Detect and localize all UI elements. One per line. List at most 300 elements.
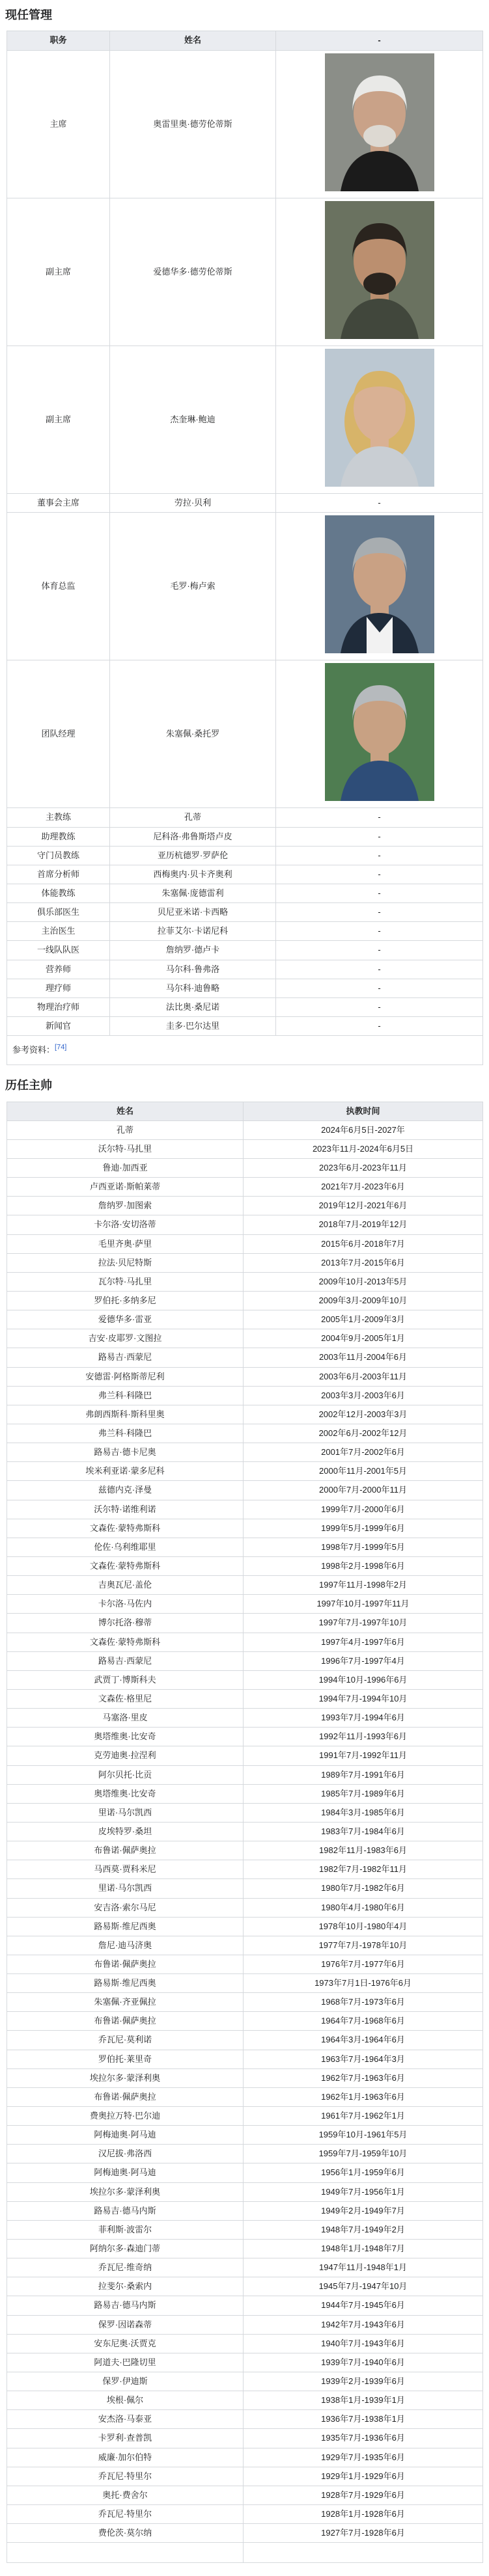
coach-row [7,1974,483,1993]
name-cell: 詹纳罗·德卢卡 [110,941,276,960]
coach-row [7,1689,483,1708]
coach-period-cell: 1929年1月-1929年6月 [244,2467,483,2486]
coach-name-cell: 安德雷·阿格斯蒂尼利 [7,1367,244,1386]
role-cell: 一线队队医 [7,941,110,960]
name-cell: 奥雷里奥·德劳伦蒂斯 [110,50,276,198]
coach-name-cell: 武贾丁·博斯科夫 [7,1670,244,1689]
coach-period-cell: 1983年7月-1984年6月 [244,1822,483,1841]
photo-cell [276,513,483,660]
coach-period-cell: 1997年10月-1997年11月 [244,1595,483,1614]
portrait-photo[interactable] [325,515,434,653]
role-cell: 俱乐部医生 [7,903,110,922]
coach-period-cell: 1963年7月-1964年3月 [244,2050,483,2068]
role-cell: 主席 [7,50,110,198]
coach-row [7,1917,483,1936]
photo-cell: - [276,1016,483,1035]
coach-name-cell: 布鲁诺·佩萨奥拉 [7,2087,244,2106]
coach-name-cell: 乔瓦尼·特里尔 [7,2505,244,2524]
coach-row [7,2107,483,2126]
coach-period-cell: 1964年3月-1964年6月 [244,2031,483,2050]
coach-period-cell: 1973年7月1日-1976年6月 [244,1974,483,1993]
coach-name-cell: 奥托·费舍尔 [7,2486,244,2504]
coach-row [7,2163,483,2182]
coach-row [7,2486,483,2504]
portrait-photo[interactable] [325,201,434,339]
management-row [7,808,483,827]
coach-name-cell: 拉斐尔·桑索内 [7,2277,244,2296]
coach-period-cell: 1997年7月-1997年10月 [244,1614,483,1633]
coach-period-cell: 1991年7月-1992年11月 [244,1746,483,1765]
coach-period-cell: 1962年7月-1963年6月 [244,2068,483,2087]
name-cell: 杰奎琳·鲍迪 [110,346,276,493]
coach-row [7,2334,483,2353]
coach-name-cell: 路易斯·维尼西奥 [7,1974,244,1993]
coach-period-cell: 1948年1月-1948年7月 [244,2240,483,2258]
coach-row [7,1728,483,1746]
coach-name-cell: 博尔托洛·穆蒂 [7,1614,244,1633]
coach-period-cell: 1985年7月-1989年6月 [244,1784,483,1803]
coach-period-cell: 1944年7月-1945年6月 [244,2296,483,2315]
coach-period-cell: 2003年3月-2003年6月 [244,1386,483,1405]
coach-name-cell: 埃拉尔多·蒙泽利奥 [7,2068,244,2087]
coach-name-cell: 卡罗利·查普凯 [7,2429,244,2448]
coach-name-cell: 沃尔特·诺维利诺 [7,1500,244,1519]
coach-period-cell: 2021年7月-2023年6月 [244,1178,483,1197]
coach-row [7,1500,483,1519]
management-row [7,979,483,997]
coach-period-cell: 1984年3月-1985年6月 [244,1803,483,1822]
name-cell: 马尔科·鲁弗洛 [110,960,276,979]
section-title-current-management: 现任管理 [5,8,52,21]
coach-period-cell: 1980年4月-1980年6月 [244,1898,483,1917]
coach-row [7,1936,483,1955]
coach-row [7,1576,483,1595]
coach-row [7,1993,483,2012]
photo-cell [276,660,483,808]
coach-period-cell: 2003年6月-2003年11月 [244,1367,483,1386]
coach-name-cell: 阿道夫·巴隆切里 [7,2353,244,2372]
photo-cell [276,50,483,198]
coach-period-cell: 1939年7月-1940年6月 [244,2353,483,2372]
coach-name-cell: 弗兰科·科隆巴 [7,1424,244,1443]
coach-period-cell: 1928年7月-1929年6月 [244,2486,483,2504]
coach-name-cell: 路易吉·德马内斯 [7,2296,244,2315]
portrait-photo[interactable] [325,53,434,191]
coach-period-cell: 2000年11月-2001年5月 [244,1462,483,1481]
management-row [7,865,483,884]
coach-row [7,2220,483,2239]
current-management-header-row [7,31,483,50]
coach-name-cell: 卢西亚诺·斯帕莱蒂 [7,1178,244,1197]
coach-period-cell: 2013年7月-2015年6月 [244,1253,483,1272]
empty-cell [244,2543,483,2563]
coach-period-cell: 1978年10月-1980年4月 [244,1917,483,1936]
photo-cell: - [276,997,483,1016]
role-cell: 物理治疗师 [7,997,110,1016]
role-cell: 团队经理 [7,660,110,808]
photo-cell: - [276,884,483,902]
coach-period-cell: 1945年7月-1947年10月 [244,2277,483,2296]
coach-name-cell: 路易斯·维尼西奥 [7,1917,244,1936]
coach-name-cell: 阿尔贝托·比贡 [7,1765,244,1784]
management-row [7,827,483,846]
coach-period-cell: 1992年11月-1993年6月 [244,1728,483,1746]
coach-row [7,1614,483,1633]
coach-name-cell: 汉尼拔·弗洛西 [7,2145,244,2163]
coach-row [7,1310,483,1329]
coach-row [7,1879,483,1898]
coach-row [7,2031,483,2050]
coach-name-cell: 里诺·马尔凯西 [7,1879,244,1898]
coach-row [7,1234,483,1253]
coach-row [7,1159,483,1178]
past-managers-header-row [7,1102,483,1120]
coach-row [7,1538,483,1556]
name-cell: 西梅奥内·贝卡齐奥利 [110,865,276,884]
coach-name-cell: 布鲁诺·佩萨奥拉 [7,1955,244,1973]
section-title-past-managers: 历任主帅 [5,1079,52,1092]
coach-row [7,1348,483,1367]
references-cell [7,1036,483,1065]
coach-name-cell: 弗兰科·科隆巴 [7,1386,244,1405]
coach-row [7,1253,483,1272]
role-cell: 助理教练 [7,827,110,846]
management-row [7,941,483,960]
coach-period-cell: 2009年10月-2013年5月 [244,1272,483,1291]
coach-period-cell: 1928年1月-1928年6月 [244,2505,483,2524]
coach-row [7,2258,483,2277]
role-cell: 体育总监 [7,513,110,660]
management-row [7,1016,483,1035]
coach-name-cell: 埃拉尔多·蒙泽利奥 [7,2182,244,2201]
photo-cell: - [276,846,483,865]
coach-row [7,2296,483,2315]
coach-row [7,2201,483,2220]
coach-row [7,1405,483,1424]
coach-row [7,1386,483,1405]
coach-row [7,1481,483,1500]
management-row [7,660,483,808]
coach-row [7,1443,483,1462]
column-header: 执教时间 [244,1102,483,1120]
coach-period-cell: 2023年6月-2023年11月 [244,1159,483,1178]
coach-row [7,2087,483,2106]
coach-row [7,1197,483,1215]
role-cell: 体能教练 [7,884,110,902]
portrait-photo[interactable] [325,349,434,487]
photo-cell [276,198,483,346]
empty-row [7,2543,483,2563]
coach-period-cell: 1939年2月-1939年6月 [244,2372,483,2391]
coach-period-cell: 2002年12月-2003年3月 [244,1405,483,1424]
coach-period-cell: 1982年11月-1983年6月 [244,1841,483,1860]
name-cell: 拉菲艾尔·卡诺尼科 [110,922,276,941]
coach-period-cell: 1929年7月-1935年6月 [244,2448,483,2467]
coach-row [7,1367,483,1386]
coach-name-cell: 鲁迪·加西亚 [7,1159,244,1178]
coach-period-cell: 1964年7月-1968年6月 [244,2012,483,2031]
references-label: 参考资料： [12,1045,55,1055]
role-cell: 新闻官 [7,1016,110,1035]
name-cell: 圭多·巴尔达里 [110,1016,276,1035]
role-cell: 主治医生 [7,922,110,941]
role-cell: 守门员教练 [7,846,110,865]
coach-period-cell: 1938年1月-1939年1月 [244,2391,483,2410]
coach-row [7,1329,483,1348]
coach-period-cell: 1999年5月-1999年6月 [244,1519,483,1538]
coach-period-cell: 2023年11月-2024年6月5日 [244,1139,483,1158]
management-row [7,198,483,346]
coach-period-cell: 2003年11月-2004年6月 [244,1348,483,1367]
coach-period-cell: 1977年7月-1978年10月 [244,1936,483,1955]
management-row [7,922,483,941]
role-cell: 副主席 [7,198,110,346]
coach-name-cell: 卡尔洛·马佐内 [7,1595,244,1614]
coach-row [7,1462,483,1481]
coach-name-cell: 伦佐·乌利维耶里 [7,1538,244,1556]
management-row [7,997,483,1016]
coach-period-cell: 1998年2月-1998年6月 [244,1556,483,1575]
coach-row [7,1746,483,1765]
past-managers-table [7,1102,483,2564]
coach-name-cell: 阿纳尔多·森迪门蒂 [7,2240,244,2258]
coach-row [7,1955,483,1973]
coach-name-cell: 阿梅迪奥·阿马迪 [7,2163,244,2182]
coach-name-cell: 费伦茨·莫尔纳 [7,2524,244,2543]
coach-row [7,1898,483,1917]
name-cell: 爱德华多·德劳伦蒂斯 [110,198,276,346]
coach-period-cell: 1996年7月-1997年4月 [244,1651,483,1670]
coach-period-cell: 1997年11月-1998年2月 [244,1576,483,1595]
coach-name-cell: 罗伯托·多纳多尼 [7,1292,244,1310]
name-cell: 法比奥·桑尼诺 [110,997,276,1016]
coach-period-cell: 1994年10月-1996年6月 [244,1670,483,1689]
management-row [7,846,483,865]
coach-name-cell: 布鲁诺·佩萨奥拉 [7,2012,244,2031]
coach-row [7,2505,483,2524]
coach-row [7,1519,483,1538]
coach-period-cell: 2009年3月-2009年10月 [244,1292,483,1310]
management-row [7,50,483,198]
coach-name-cell: 文森佐·蒙特弗斯科 [7,1556,244,1575]
name-cell: 亚历杭德罗·罗萨伦 [110,846,276,865]
coach-row [7,1272,483,1291]
coach-row [7,2182,483,2201]
coach-name-cell: 拉法·贝尼特斯 [7,1253,244,1272]
photo-cell: - [276,941,483,960]
coach-name-cell: 文森佐·格里尼 [7,1689,244,1708]
portrait-photo[interactable] [325,663,434,801]
coach-row [7,1633,483,1651]
coach-name-cell: 兹德内克·泽曼 [7,1481,244,1500]
coach-row [7,1709,483,1728]
photo-cell: - [276,865,483,884]
management-row [7,513,483,660]
coach-period-cell: 2001年7月-2002年6月 [244,1443,483,1462]
coach-row [7,1822,483,1841]
coach-row [7,2391,483,2410]
reference-link[interactable]: [74] [55,1043,67,1051]
photo-cell: - [276,960,483,979]
coach-period-cell: 1976年7月-1977年6月 [244,1955,483,1973]
coach-period-cell: 1940年7月-1943年6月 [244,2334,483,2353]
coach-period-cell: 1949年7月-1956年1月 [244,2182,483,2201]
name-cell: 朱塞佩·桑托罗 [110,660,276,808]
coach-row [7,2145,483,2163]
coach-period-cell: 1947年11月-1948年1月 [244,2258,483,2277]
coach-name-cell: 毛里齐奥·萨里 [7,1234,244,1253]
coach-row [7,1860,483,1879]
coach-name-cell: 安吉洛·索尔马尼 [7,1898,244,1917]
coach-row [7,2429,483,2448]
coach-period-cell: 1999年7月-2000年6月 [244,1500,483,1519]
management-row [7,903,483,922]
coach-row [7,1556,483,1575]
coach-period-cell: 1989年7月-1991年6月 [244,1765,483,1784]
coach-row [7,1120,483,1139]
coach-period-cell: 1927年7月-1928年6月 [244,2524,483,2543]
coach-row [7,2372,483,2391]
column-header: 姓名 [7,1102,244,1120]
coach-period-cell: 1956年1月-1959年6月 [244,2163,483,2182]
coach-name-cell: 克劳迪奥·拉涅利 [7,1746,244,1765]
role-cell: 主教练 [7,808,110,827]
coach-name-cell: 詹纳罗·加图索 [7,1197,244,1215]
coach-name-cell: 乔瓦尼·特里尔 [7,2467,244,2486]
coach-name-cell: 阿梅迪奥·阿马迪 [7,2126,244,2145]
coach-name-cell: 马塞洛·里皮 [7,1709,244,1728]
coach-name-cell: 吉奥瓦尼·盖伦 [7,1576,244,1595]
column-header: - [276,31,483,50]
coach-row [7,1139,483,1158]
coach-period-cell: 2002年6月-2002年12月 [244,1424,483,1443]
management-row [7,960,483,979]
coach-name-cell: 菲利斯·波雷尔 [7,2220,244,2239]
coach-name-cell: 布鲁诺·佩萨奥拉 [7,1841,244,1860]
coach-name-cell: 保罗·伊迪斯 [7,2372,244,2391]
coach-name-cell: 文森佐·蒙特弗斯科 [7,1519,244,1538]
role-cell: 副主席 [7,346,110,493]
coach-period-cell: 1980年7月-1982年6月 [244,1879,483,1898]
coach-name-cell: 乔瓦尼·维奇纳 [7,2258,244,2277]
coach-name-cell: 奥塔维奥·比安奇 [7,1728,244,1746]
coach-name-cell: 路易吉·西蒙尼 [7,1348,244,1367]
coach-name-cell: 路易吉·西蒙尼 [7,1651,244,1670]
coach-period-cell: 2015年6月-2018年7月 [244,1234,483,1253]
coach-name-cell: 弗朗西斯科·斯科里奥 [7,1405,244,1424]
coach-row [7,2126,483,2145]
coach-row [7,2012,483,2031]
reference-superscript [55,1044,66,1051]
name-cell: 劳拉·贝利 [110,493,276,512]
photo-cell: - [276,808,483,827]
name-cell: 毛罗·梅卢索 [110,513,276,660]
coach-period-cell: 1998年7月-1999年5月 [244,1538,483,1556]
coach-row [7,2240,483,2258]
coach-row [7,2068,483,2087]
coach-period-cell: 1982年7月-1982年11月 [244,1860,483,1879]
name-cell: 贝尼亚米诺·卡西略 [110,903,276,922]
coach-row [7,2448,483,2467]
coach-period-cell: 1942年7月-1943年6月 [244,2315,483,2334]
coach-period-cell: 1961年7月-1962年1月 [244,2107,483,2126]
coach-name-cell: 威廉·加尔伯特 [7,2448,244,2467]
coach-name-cell: 爱德华多·雷亚 [7,1310,244,1329]
coach-row [7,1178,483,1197]
coach-name-cell: 里诺·马尔凯西 [7,1803,244,1822]
coach-period-cell: 2018年7月-2019年12月 [244,1215,483,1234]
coach-row [7,2353,483,2372]
column-header: 姓名 [110,31,276,50]
coach-period-cell: 1959年7月-1959年10月 [244,2145,483,2163]
coach-period-cell: 2004年9月-2005年1月 [244,1329,483,1348]
empty-cell [7,2543,244,2563]
photo-cell [276,346,483,493]
management-row [7,884,483,902]
photo-cell: - [276,979,483,997]
coach-row [7,1424,483,1443]
coach-name-cell: 孔蒂 [7,1120,244,1139]
coach-name-cell: 安杰洛·马泰亚 [7,2410,244,2429]
coach-name-cell: 埃米利亚诺·蒙多尼科 [7,1462,244,1481]
coach-period-cell: 1993年7月-1994年6月 [244,1709,483,1728]
coach-row [7,2277,483,2296]
role-cell: 营养师 [7,960,110,979]
coach-row [7,1765,483,1784]
coach-row [7,1803,483,1822]
coach-row [7,2315,483,2334]
coach-period-cell: 2019年12月-2021年6月 [244,1197,483,1215]
coach-row [7,1595,483,1614]
name-cell: 尼科洛·弗鲁斯塔卢皮 [110,827,276,846]
coach-name-cell: 沃尔特·马扎里 [7,1139,244,1158]
role-cell: 首席分析师 [7,865,110,884]
coach-row [7,1670,483,1689]
coach-name-cell: 马西莫·贾科米尼 [7,1860,244,1879]
coach-period-cell: 1936年7月-1938年1月 [244,2410,483,2429]
column-header: 职务 [7,31,110,50]
coach-period-cell: 2024年6月5日-2027年 [244,1120,483,1139]
coach-period-cell: 1968年7月-1973年6月 [244,1993,483,2012]
management-row [7,346,483,493]
coach-name-cell: 瓦尔特·马扎里 [7,1272,244,1291]
coach-name-cell: 文森佐·蒙特弗斯科 [7,1633,244,1651]
coach-name-cell: 卡尔洛·安切洛蒂 [7,1215,244,1234]
coach-name-cell: 埃根·佩尔 [7,2391,244,2410]
coach-row [7,2050,483,2068]
coach-row [7,1841,483,1860]
name-cell: 马尔科·迪鲁略 [110,979,276,997]
photo-cell: - [276,922,483,941]
current-management-table [7,31,483,1065]
coach-period-cell: 1962年1月-1963年6月 [244,2087,483,2106]
coach-period-cell: 2000年7月-2000年11月 [244,1481,483,1500]
photo-cell: - [276,827,483,846]
coach-row [7,1784,483,1803]
coach-name-cell: 安东尼奥·沃贾克 [7,2334,244,2353]
coach-name-cell: 费奥拉万特·巴尔迪 [7,2107,244,2126]
coach-period-cell: 1959年10月-1961年5月 [244,2126,483,2145]
coach-name-cell: 罗伯托·莱里奇 [7,2050,244,2068]
role-cell: 理疗师 [7,979,110,997]
coach-period-cell: 1949年2月-1949年7月 [244,2201,483,2220]
coach-name-cell: 奥塔维奥·比安奇 [7,1784,244,1803]
coach-name-cell: 路易吉·德卡尼奥 [7,1443,244,1462]
coach-row [7,2410,483,2429]
coach-row [7,1651,483,1670]
references-row [7,1036,483,1065]
photo-cell: - [276,903,483,922]
